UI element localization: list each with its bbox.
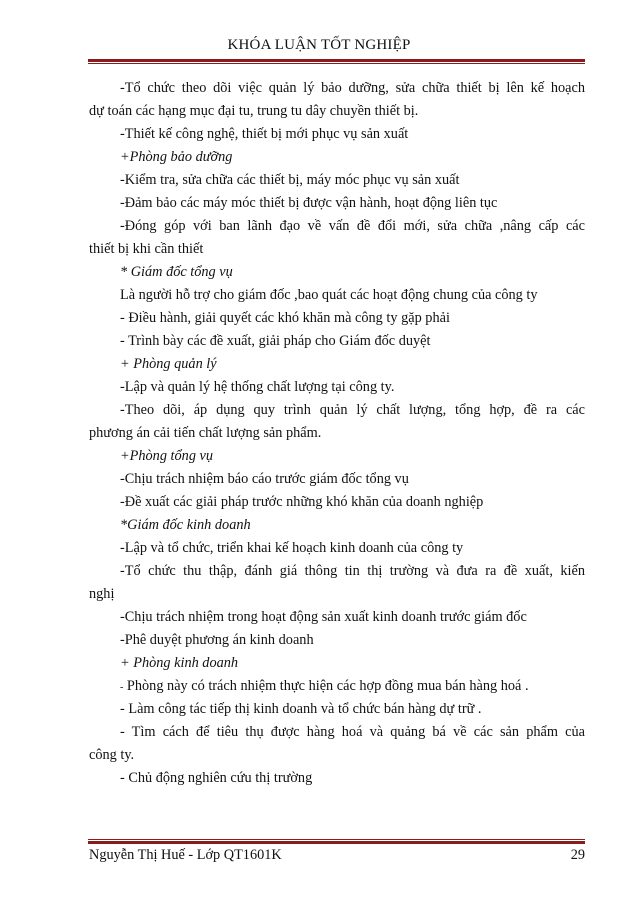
- body-line: -Phê duyệt phương án kinh doanh: [120, 632, 314, 648]
- page-header-title: KHÓA LUẬN TỐT NGHIỆP: [227, 37, 411, 53]
- body-line: - Làm công tác tiếp thị kinh doanh và tổ chức bán hàng dự trữ .: [120, 701, 482, 717]
- section-heading: + Phòng kinh doanh: [120, 655, 239, 671]
- body-line: -Thiết kế công nghệ, thiết bị mới phục vụ sản xuất: [120, 126, 409, 142]
- footer-author: Nguyễn Thị Huế - Lớp QT1601K: [89, 847, 282, 863]
- body-line: -Đóng góp với ban lãnh đạo về vấn đề đổi mới, sửa chữa ,nâng cấp các: [120, 218, 585, 234]
- body-line: -Chịu trách nhiệm trong hoạt động sản xuất kinh doanh trước giám đốc: [120, 609, 527, 625]
- section-heading: +Phòng bảo dưỡng: [120, 149, 233, 165]
- body-line: -Kiểm tra, sửa chữa các thiết bị, máy móc phục vụ sản xuất: [120, 172, 460, 188]
- body-line: -Chịu trách nhiệm báo cáo trước giám đốc tổng vụ: [120, 471, 409, 487]
- page-number: 29: [570, 847, 585, 863]
- footer-rule-thick: [88, 841, 585, 844]
- body-line: -Đảm bảo các máy móc thiết bị được vận hành, hoạt động liên tục: [120, 195, 498, 211]
- body-line: - Chủ động nghiên cứu thị trường: [120, 770, 313, 786]
- body-line: - Tìm cách để tiêu thụ được hàng hoá và quảng bá về các sản phẩm của: [120, 724, 585, 740]
- body-line: -Đề xuất các giải pháp trước những khó khăn của doanh nghiệp: [120, 494, 484, 510]
- body-line: Là người hỗ trợ cho giám đốc ,bao quát các hoạt động chung của công ty: [120, 287, 538, 303]
- section-heading: +Phòng tổng vụ: [120, 448, 214, 464]
- body-line: -Lập và quản lý hệ thống chất lượng tại công ty.: [120, 379, 395, 395]
- body-line: -Tổ chức thu thập, đánh giá thông tin thị trường và đưa ra đề xuất, kiến: [120, 563, 585, 579]
- body-line: - Trình bày các đề xuất, giải pháp cho Giám đốc duyệt: [120, 333, 431, 349]
- list-text: Phòng này có trách nhiệm thực hiện các hợp đồng mua bán hàng hoá .: [126, 678, 529, 694]
- header-rule-thick: [88, 59, 585, 62]
- body-line: -Tổ chức theo dõi việc quản lý bảo dưỡng, sửa chữa thiết bị lên kế hoạch: [120, 80, 585, 96]
- footer-rule-thin: [88, 839, 585, 840]
- body-line: - Điều hành, giải quyết các khó khăn mà công ty gặp phải: [120, 310, 450, 326]
- body-line: nghị: [89, 586, 115, 602]
- body-line: [89, 675, 585, 698]
- body-line: dự toán các hạng mục đại tu, trung tu dây chuyền thiết bị.: [89, 103, 419, 119]
- body-line: thiết bị khi cần thiết: [89, 241, 204, 257]
- body-line: -Lập và tổ chức, triển khai kế hoạch kinh doanh của công ty: [120, 540, 464, 556]
- body-line: -Theo dõi, áp dụng quy trình quản lý chất lượng, tổng hợp, đề ra các: [120, 402, 585, 418]
- section-heading: * Giám đốc tổng vụ: [120, 264, 233, 280]
- body-line: công ty.: [89, 747, 135, 763]
- section-heading: + Phòng quản lý: [120, 356, 217, 372]
- header-rule-thin: [88, 63, 585, 64]
- body-line: phương án cải tiến chất lượng sản phẩm.: [89, 425, 322, 441]
- page-body: [89, 77, 585, 790]
- list-dash: -: [120, 682, 124, 693]
- section-heading: *Giám đốc kinh doanh: [120, 517, 251, 533]
